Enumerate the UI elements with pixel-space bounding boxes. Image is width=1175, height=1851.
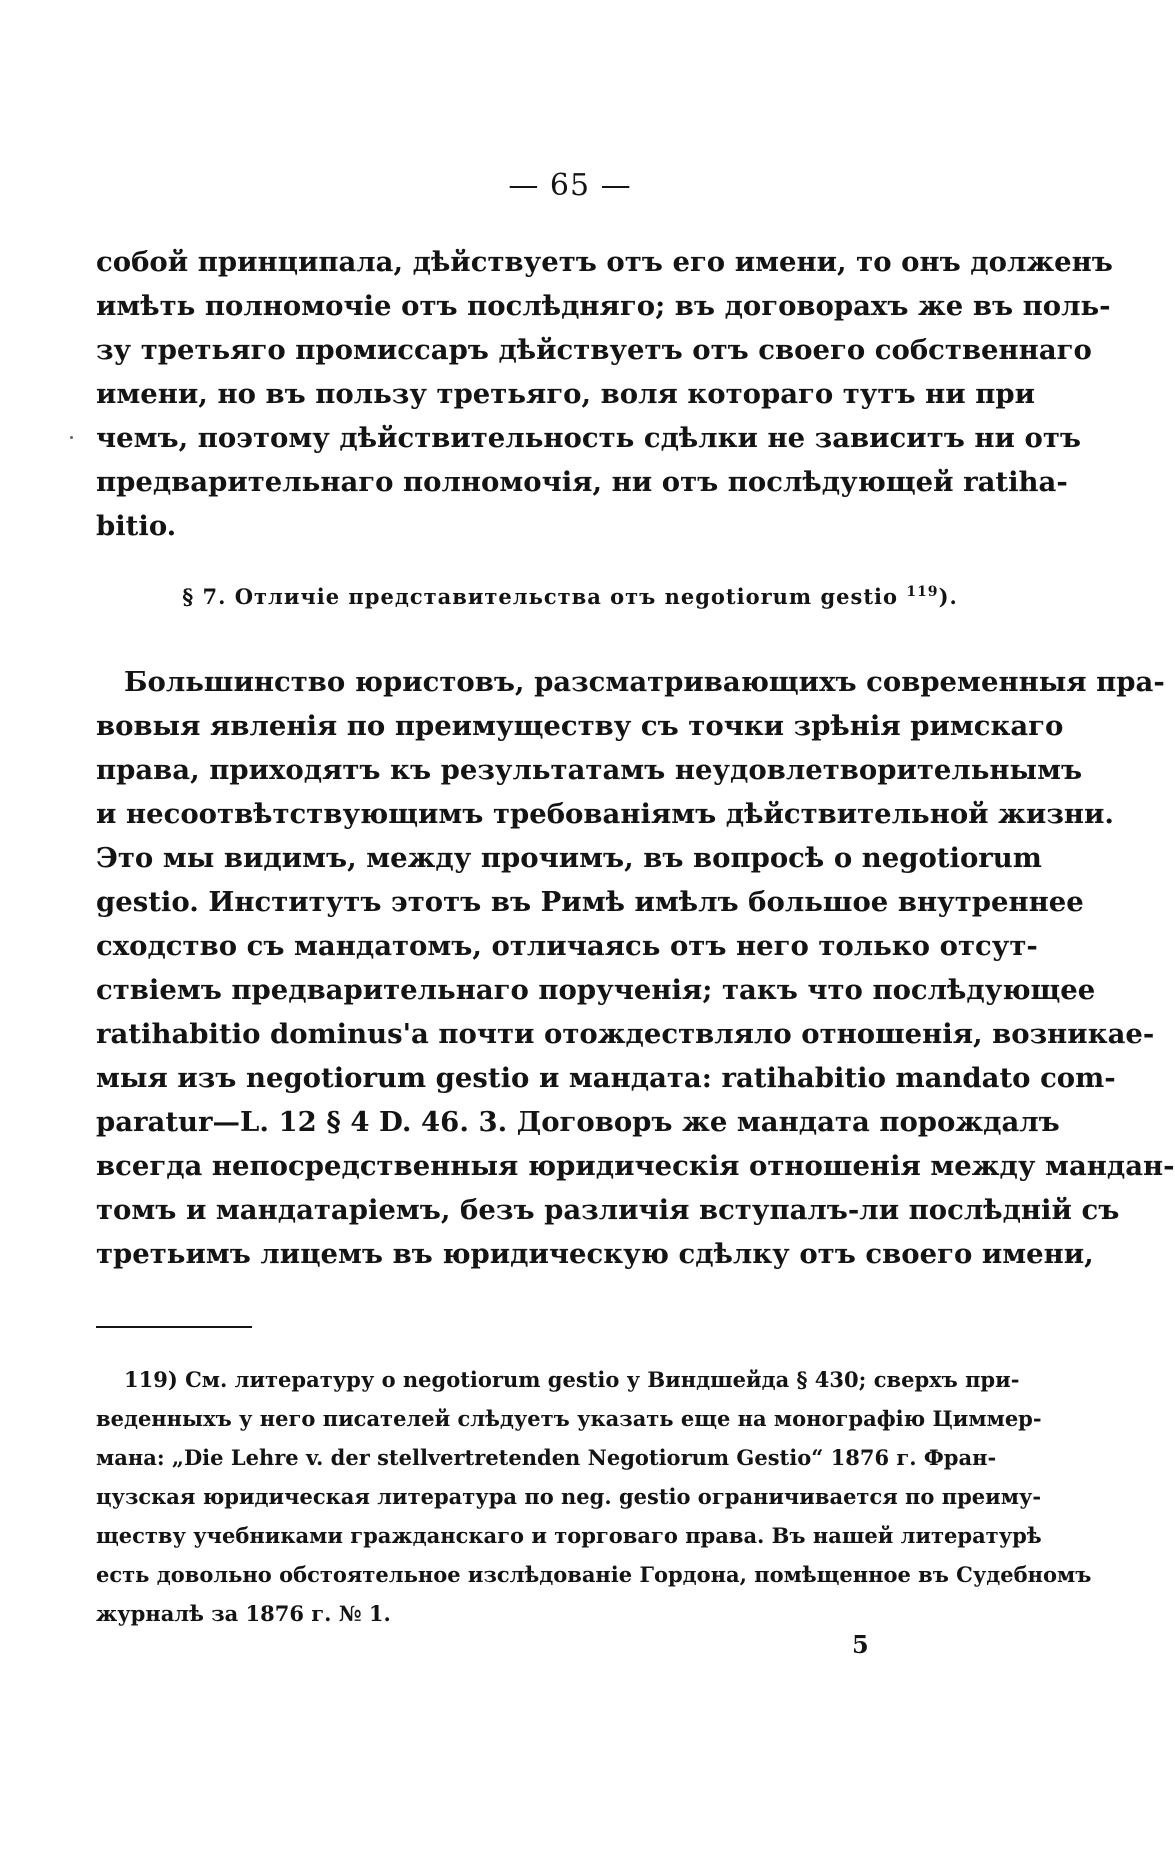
section-heading-text: § 7. Отличіе представительства отъ negotiorum gestio [182, 584, 899, 609]
paragraph-continued [96, 240, 1113, 548]
footnote-line: журналѣ за 1876 г. № 1. [96, 1601, 391, 1626]
text-line: сходство съ мандатомъ, отличаясь отъ него только отсут- [96, 930, 1038, 962]
footnote-line: 119) См. литературу о negotiorum gestio у Виндшейда § 430; сверхъ при- [124, 1367, 1020, 1392]
text-line: права, приходятъ къ результатамъ неудовлетворительнымъ [96, 754, 1083, 786]
footnote-line: цузская юридическая литература по neg. gestio ограничивается по преиму- [96, 1484, 1042, 1509]
footnote-119 [96, 1360, 1092, 1633]
text-line: имени, но въ пользу третьяго, воля котораго тутъ ни при [96, 378, 1035, 410]
footnote-line: ществу учебниками гражданскаго и торговаго права. Въ нашей литературѣ [96, 1523, 1042, 1548]
section-heading [0, 584, 1140, 609]
footnote-line: есть довольно обстоятельное изслѣдованіе Гордона, помѣщенное въ Судебномъ [96, 1562, 1092, 1587]
margin-speck [70, 436, 73, 439]
text-line: всегда непосредственныя юридическія отношенія между мандан- [96, 1150, 1175, 1182]
text-line: вовыя явленія по преимуществу съ точки зрѣнія римскаго [96, 710, 1064, 742]
footnote-line: веденныхъ у него писателей слѣдуетъ указать еще на монографію Циммер- [96, 1406, 1042, 1431]
text-line: чемъ, поэтому дѣйствительность сдѣлки не зависитъ ни отъ [96, 422, 1081, 454]
text-line: ствіемъ предварительнаго порученія; такъ что послѣдующее [96, 974, 1096, 1006]
text-line: bitio. [96, 510, 177, 542]
text-line: собой принципала, дѣйствуетъ отъ его имени, то онъ долженъ [96, 246, 1113, 278]
footnote-line: мана: „Die Lehre v. der stellvertretenden Negotiorum Gestio“ 1876 г. Фран- [96, 1445, 997, 1470]
text-line: томъ и мандатаріемъ, безъ различія вступалъ-ли послѣдній съ [96, 1194, 1120, 1226]
text-line: третьимъ лицемъ въ юридическую сдѣлку отъ своего имени, [96, 1238, 1094, 1270]
paragraph-main [96, 660, 1175, 1276]
text-line: мыя изъ negotiorum gestio и мандата: ratihabitio mandato com- [96, 1062, 1116, 1094]
text-line: Это мы видимъ, между прочимъ, въ вопросѣ о negotiorum [96, 842, 1042, 874]
section-heading-end: ). [938, 584, 958, 609]
page-number: — 65 — [508, 168, 632, 203]
footnote-divider [96, 1326, 252, 1328]
text-line: имѣть полномочіе отъ послѣдняго; въ договорахъ же въ поль- [96, 290, 1111, 322]
text-line: Большинство юристовъ, разсматривающихъ современныя пра- [124, 666, 1165, 698]
footnote-reference: 119 [906, 584, 939, 600]
text-line: ratihabitio dominus'а почти отождествляло отношенія, возникае- [96, 1018, 1155, 1050]
text-line: и несоотвѣтствующимъ требованіямъ дѣйствительной жизни. [96, 798, 1114, 830]
text-line: предварительнаго полномочія, ни отъ послѣдующей ratiha- [96, 466, 1068, 498]
text-line: зу третьяго промиссаръ дѣйствуетъ отъ своего собственнаго [96, 334, 1092, 366]
text-line: paratur—L. 12 § 4 D. 46. 3. Договоръ же мандата порождалъ [96, 1106, 1060, 1138]
signature-mark: 5 [852, 1630, 869, 1659]
text-line: gestio. Институтъ этотъ въ Римѣ имѣлъ большое внутреннее [96, 886, 1084, 918]
